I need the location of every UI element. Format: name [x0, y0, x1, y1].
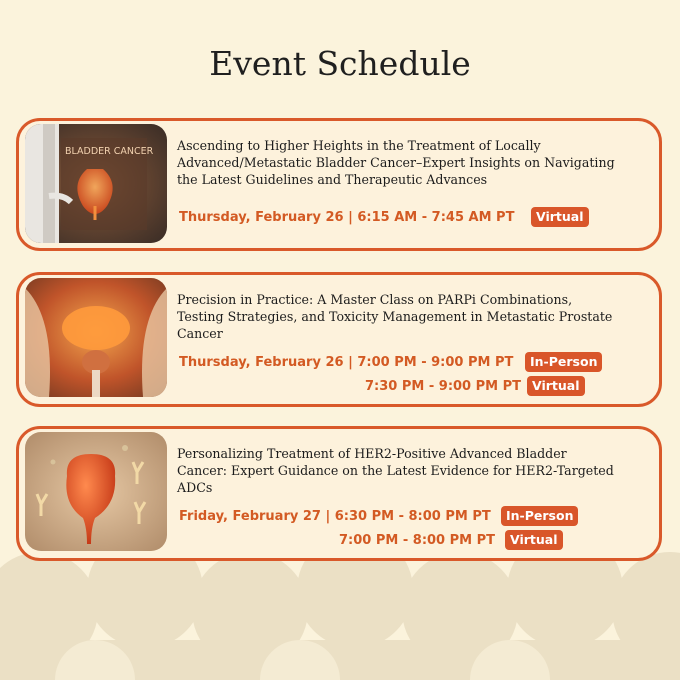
- image-caption: BLADDER CANCER: [65, 146, 154, 157]
- event-card[interactable]: [16, 272, 662, 407]
- event-thumbnail: [25, 278, 167, 397]
- event-thumbnail: [25, 124, 167, 243]
- event-thumbnail: [25, 432, 167, 551]
- event-card[interactable]: [16, 426, 662, 561]
- event-datetime: Thursday, February 26 | 6:15 AM - 7:45 AM PT: [179, 210, 515, 225]
- format-badge-in-person: In-Person: [525, 352, 602, 372]
- format-badge-virtual: Virtual: [505, 530, 563, 550]
- format-badge-in-person: In-Person: [501, 506, 578, 526]
- event-card[interactable]: [16, 118, 662, 251]
- page-title: Event Schedule: [209, 44, 471, 83]
- event-title: Ascending to Higher Heights in the Treatment of Locally Advanced/Metastatic Bladder Cancer–Expert Insights on Navigating the Latest Guidelines and Therapeutic Advances: [177, 138, 615, 187]
- event-datetime: 7:30 PM - 9:00 PM PT: [365, 379, 522, 394]
- event-title: Precision in Practice: A Master Class on PARPi Combinations, Testing Strategies, and Toxicity Management in Metastatic Prostate Cancer: [177, 292, 613, 341]
- event-datetime: 7:00 PM - 8:00 PM PT: [339, 533, 496, 548]
- format-badge-virtual: Virtual: [531, 207, 589, 227]
- event-datetime: Thursday, February 26 | 7:00 PM - 9:00 PM PT: [179, 355, 514, 370]
- event-title: Personalizing Treatment of HER2-Positive Advanced Bladder Cancer: Expert Guidance on the Latest Evidence for HER2-Targeted ADCs: [177, 446, 614, 495]
- format-badge-virtual: Virtual: [527, 376, 585, 396]
- event-datetime: Friday, February 27 | 6:30 PM - 8:00 PM PT: [179, 509, 491, 524]
